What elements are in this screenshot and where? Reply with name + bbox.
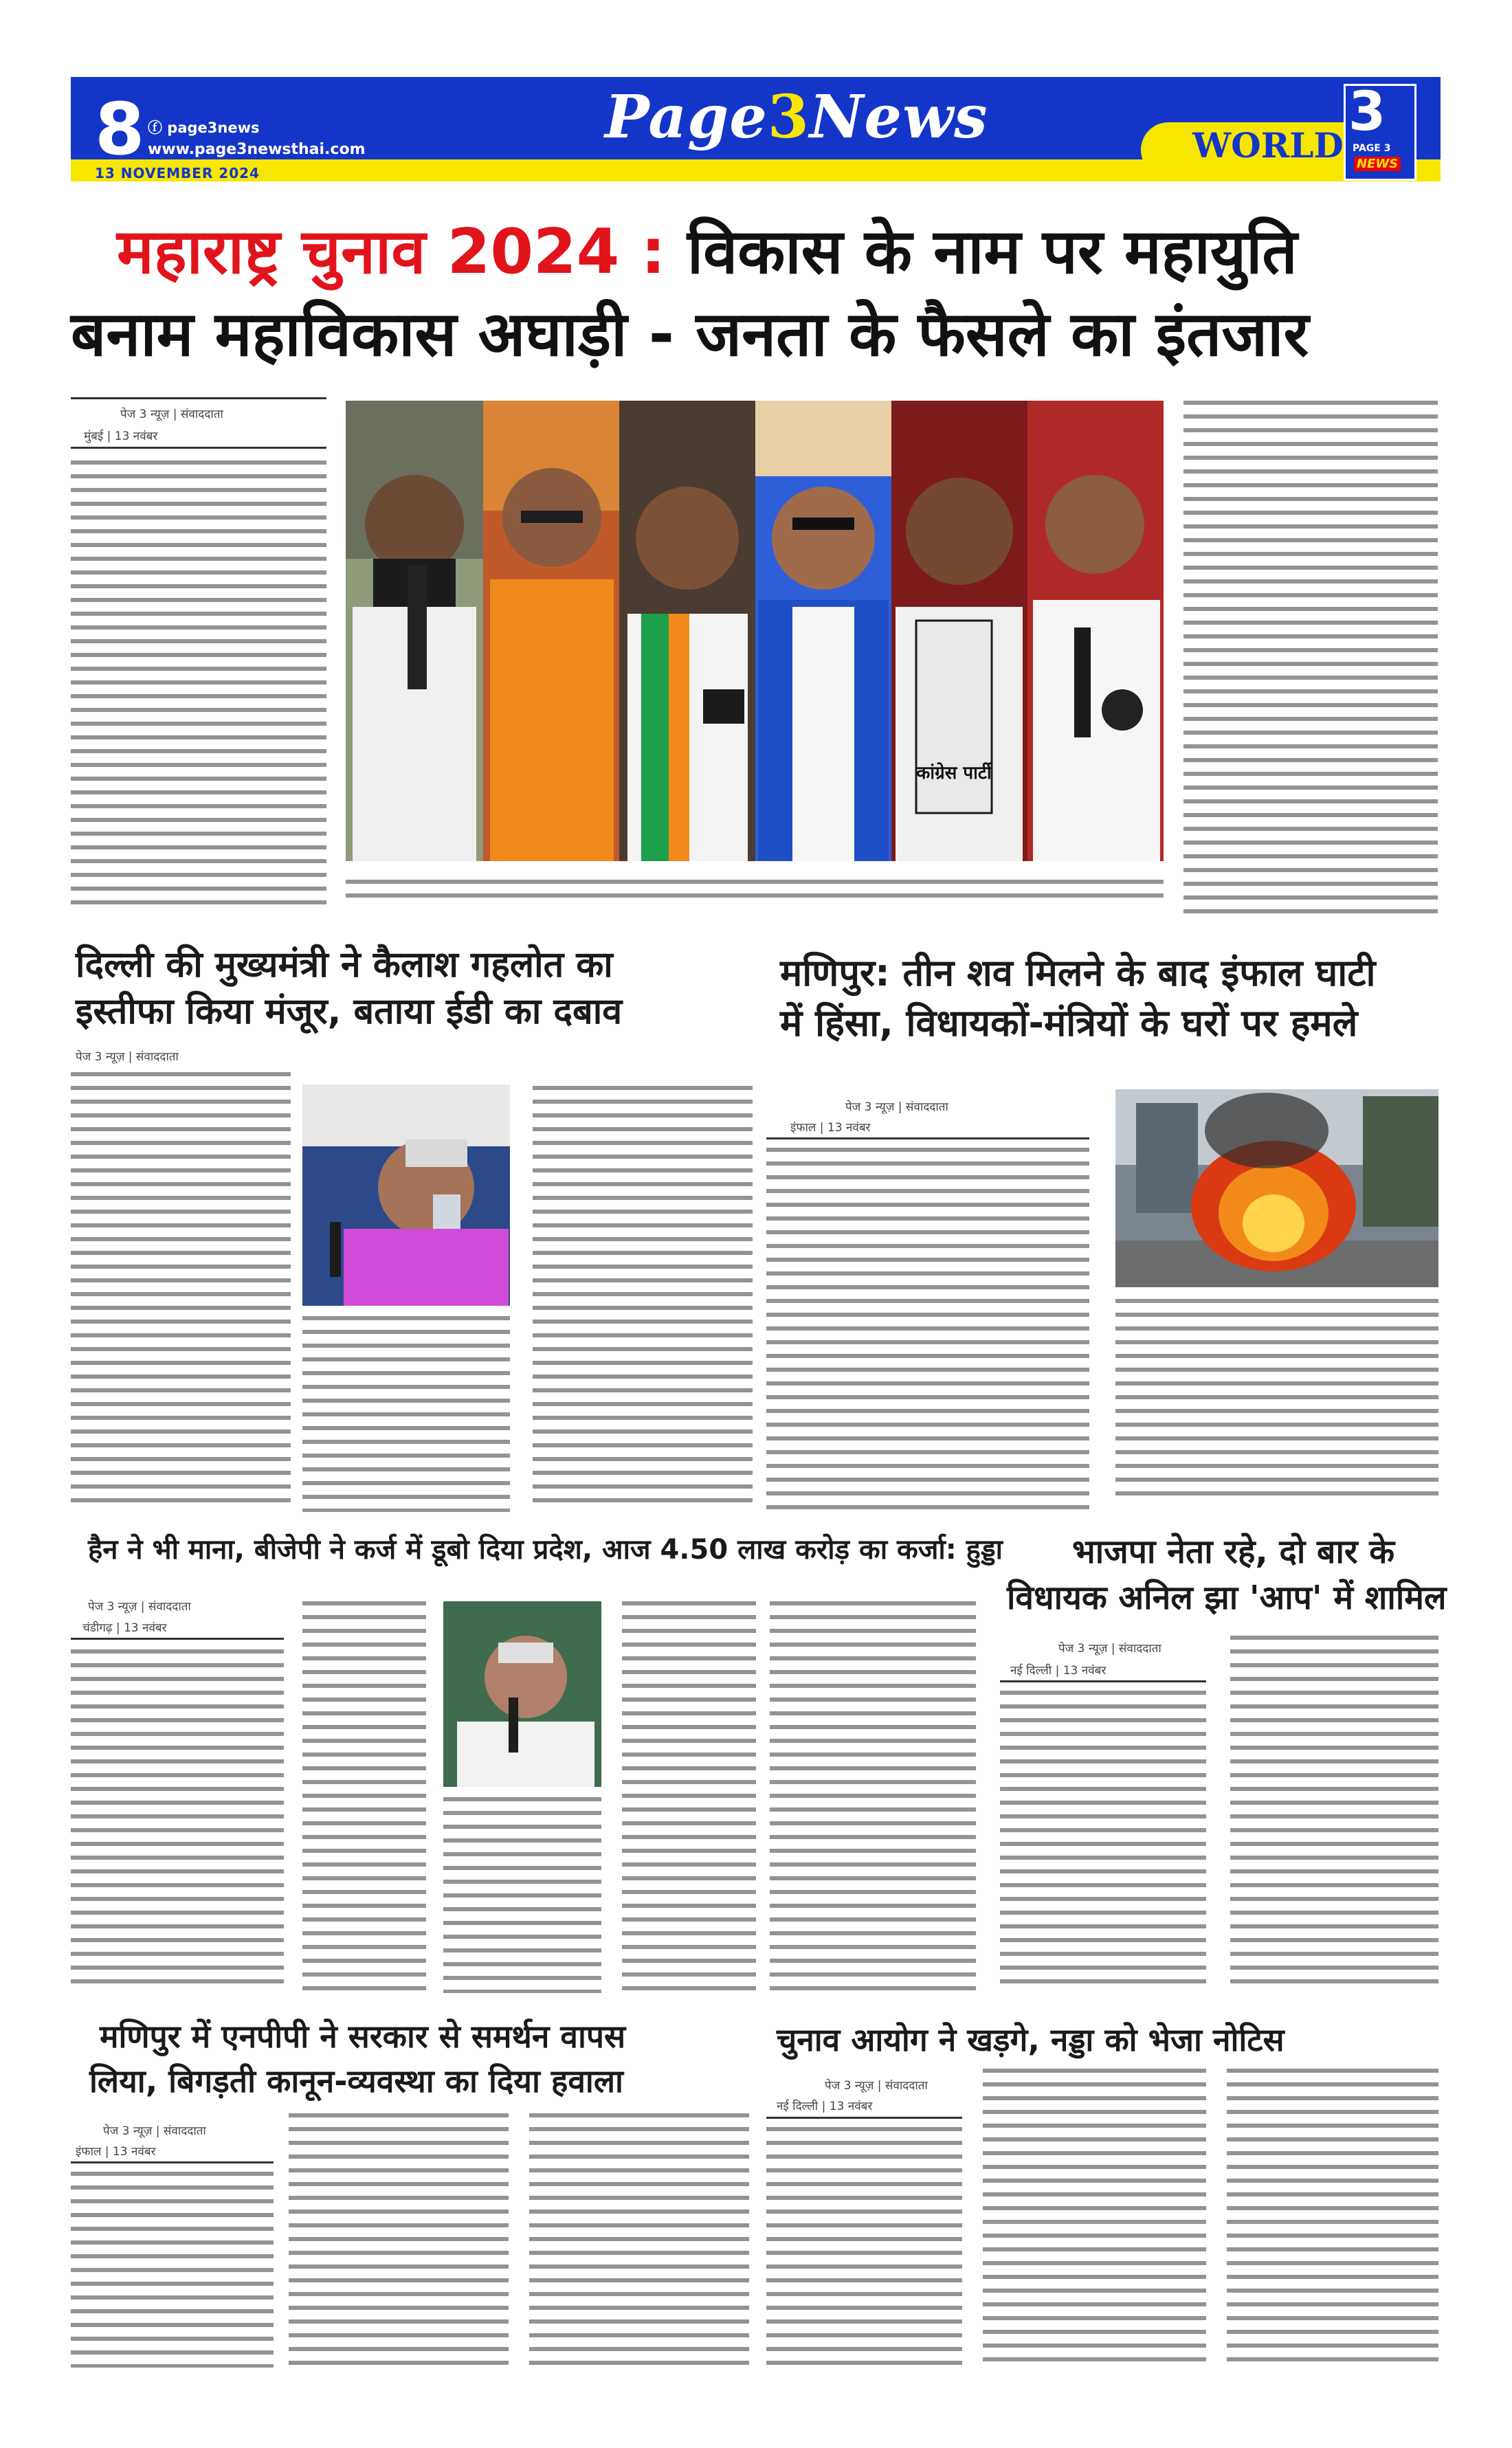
photo-caption <box>346 880 1164 907</box>
delhi-article-column-2 <box>302 1316 510 1512</box>
haryana-article-column-3 <box>443 1797 601 1993</box>
npp-article-column-1 <box>71 2172 274 2368</box>
column-rule <box>766 2117 962 2119</box>
haryana-article-column-2 <box>302 1601 426 1993</box>
story-headline-npp-line-1: मणिपुर में एनपीपी ने सरकार से समर्थन वापस <box>100 2018 626 2055</box>
brand-logo: Page3News <box>605 82 988 152</box>
channel-logo-news: NEWS <box>1354 157 1401 171</box>
page-number: 8 <box>95 87 145 171</box>
election-article-column-2 <box>983 2069 1206 2368</box>
column-rule <box>766 1137 1089 1139</box>
delhi-article-column-1 <box>71 1072 291 1505</box>
story-byline-npp: पेज 3 न्यूज़ | संवाददाता <box>103 2124 206 2138</box>
haryana-photo <box>443 1601 601 1787</box>
column-rule <box>1000 1680 1206 1682</box>
story-headline-delhi-line-1: दिल्ली की मुख्यमंत्री ने कैलाश गहलोत का <box>76 944 613 986</box>
column-rule <box>71 447 326 449</box>
channel-logo-sub: PAGE 3 <box>1353 143 1391 154</box>
lead-article-column <box>71 460 326 907</box>
story-headline-npp-line-2: लिया, बिगड़ती कानून-व्यवस्था का दिया हवाला <box>89 2062 623 2100</box>
column-rule <box>71 1638 284 1640</box>
story-byline-manipur: पेज 3 न्यूज़ | संवाददाता <box>845 1100 948 1114</box>
channel-logo-number: 3 <box>1348 81 1386 143</box>
issue-date: 13 NOVEMBER 2024 <box>95 165 260 181</box>
story-headline-haryana: हैन ने भी माना, बीजेपी ने कर्ज में डूबो दिया प्रदेश, आज 4.50 लाख करोड़ का कर्जा: हुड्डा <box>88 1534 1003 1566</box>
haryana-article-column-1 <box>71 1649 284 1993</box>
haryana-article-column-4 <box>622 1601 756 1993</box>
social-handle: ⓕ page3news <box>148 120 260 136</box>
lead-headline-line-2: बनाम महाविकास अघाड़ी - जनता के फैसले का इंतजार <box>71 298 1309 370</box>
bhajpa-article-column-2 <box>1230 1636 1438 1993</box>
story-headline-bhajpa-line-1: भाजपा नेता रहे, दो बार के <box>1072 1533 1395 1571</box>
delhi-photo <box>302 1084 510 1306</box>
npp-article-column-3 <box>529 2113 749 2368</box>
story-headline-manipur-line-2: में हिंसा, विधायकों-मंत्रियों के घरों पर हमले <box>780 1001 1358 1045</box>
story-byline-election: पेज 3 न्यूज़ | संवाददाता <box>825 2079 928 2093</box>
election-article-column-3 <box>1227 2069 1438 2368</box>
manipur-article-column-1 <box>766 1148 1089 1512</box>
lead-headline-line-1: महाराष्ट्र चुनाव 2024 : विकास के नाम पर महायुति <box>117 216 1298 288</box>
lead-dateline: मुंबई | 13 नवंबर <box>84 430 158 443</box>
election-article-column-1 <box>766 2127 962 2368</box>
story-byline-haryana: पेज 3 न्यूज़ | संवाददाता <box>88 1600 191 1614</box>
manipur-article-column-2 <box>1115 1299 1438 1505</box>
story-dateline-manipur: इंफाल | 13 नवंबर <box>790 1121 871 1135</box>
party-banner: कांग्रेस पार्टी <box>916 763 992 783</box>
story-headline-election: चुनाव आयोग ने खड़गे, नड्डा को भेजा नोटिस <box>777 2021 1285 2058</box>
story-dateline-haryana: चंडीगढ़ | 13 नवंबर <box>82 1621 167 1635</box>
story-dateline-bhajpa: नई दिल्ली | 13 नवंबर <box>1010 1664 1107 1678</box>
column-rule <box>71 397 326 399</box>
bhajpa-article-column-1 <box>1000 1691 1206 1993</box>
delhi-article-column-3 <box>533 1086 753 1512</box>
section-label: WORLD <box>1192 125 1344 166</box>
lead-photo-collage <box>346 401 1164 861</box>
story-dateline-npp: इंफाल | 13 नवंबर <box>76 2145 156 2159</box>
npp-article-column-2 <box>289 2113 509 2368</box>
lead-byline: पेज 3 न्यूज़ | संवाददाता <box>120 408 223 421</box>
story-dateline-election: नई दिल्ली | 13 नवंबर <box>777 2100 873 2113</box>
story-byline-bhajpa: पेज 3 न्यूज़ | संवाददाता <box>1058 1642 1161 1656</box>
story-headline-manipur-line-1: मणिपुर: तीन शव मिलने के बाद इंफाल घाटी <box>780 951 1376 994</box>
manipur-fire-photo <box>1115 1089 1438 1287</box>
column-rule <box>71 2161 274 2163</box>
lead-article-column-right <box>1183 401 1438 923</box>
website-link[interactable]: www.page3newsthai.com <box>148 141 366 158</box>
story-headline-bhajpa-line-2: विधायक अनिल झा 'आप' में शामिल <box>1007 1579 1447 1617</box>
story-byline-delhi: पेज 3 न्यूज़ | संवाददाता <box>76 1050 179 1064</box>
story-headline-delhi-line-2: इस्तीफा किया मंजूर, बताया ईडी का दबाव <box>76 991 623 1032</box>
haryana-article-column-5 <box>770 1601 976 1993</box>
